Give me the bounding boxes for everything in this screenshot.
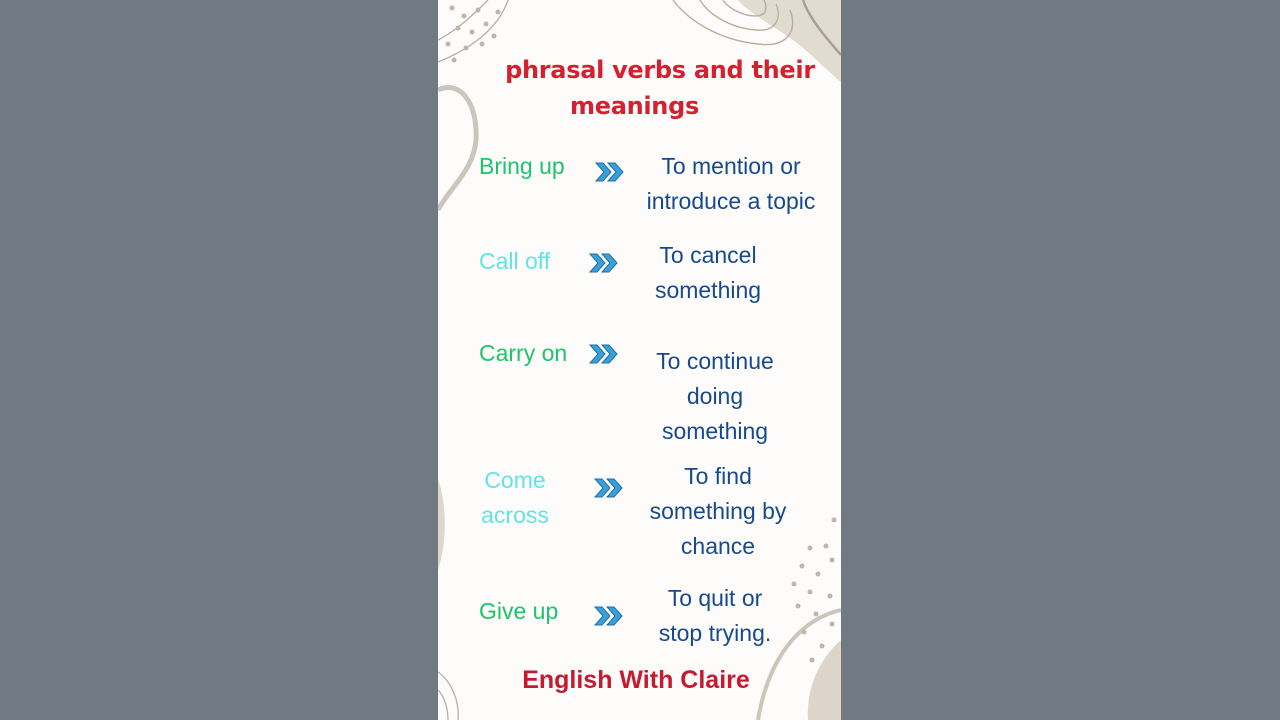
meaning-bring-up (631, 149, 831, 219)
title-line-1: phrasal verbs and their (505, 56, 815, 84)
brand-footer: English With Claire (522, 666, 750, 694)
double-chevron-right-icon (594, 161, 626, 183)
meaning-give-up (645, 581, 785, 651)
phrasal-verb-give-up: Give up (479, 598, 559, 624)
double-chevron-right-icon (593, 477, 625, 499)
verb-line: Come (484, 467, 546, 493)
meaning-line: doing (686, 383, 744, 409)
meaning-call-off (638, 238, 778, 308)
verb-line: across (481, 502, 549, 528)
phrasal-verb-call-off: Call off (479, 248, 551, 274)
phrasal-verb-bring-up: Bring up (479, 153, 565, 179)
meaning-line: To mention or (661, 153, 801, 179)
meaning-line: something by (649, 498, 787, 524)
title-line-2: meanings (570, 92, 699, 120)
meaning-line: To continue (656, 348, 774, 374)
meaning-line: something (661, 418, 769, 444)
page-title (438, 52, 841, 124)
meaning-line: To cancel (659, 242, 757, 268)
meaning-line: chance (680, 533, 756, 559)
meaning-line: To quit or (667, 585, 763, 611)
meaning-line: introduce a topic (646, 188, 816, 214)
infographic-card (438, 0, 841, 720)
meaning-come-across (638, 459, 798, 564)
meaning-carry-on (645, 344, 785, 449)
meaning-line: stop trying. (658, 620, 772, 646)
double-chevron-right-icon (593, 605, 625, 627)
double-chevron-right-icon (588, 343, 620, 365)
meaning-line: something (654, 277, 762, 303)
phrasal-verb-carry-on: Carry on (479, 340, 568, 366)
phrasal-verb-come-across (478, 463, 552, 533)
meaning-line: To find (684, 463, 752, 489)
double-chevron-right-icon (588, 252, 620, 274)
